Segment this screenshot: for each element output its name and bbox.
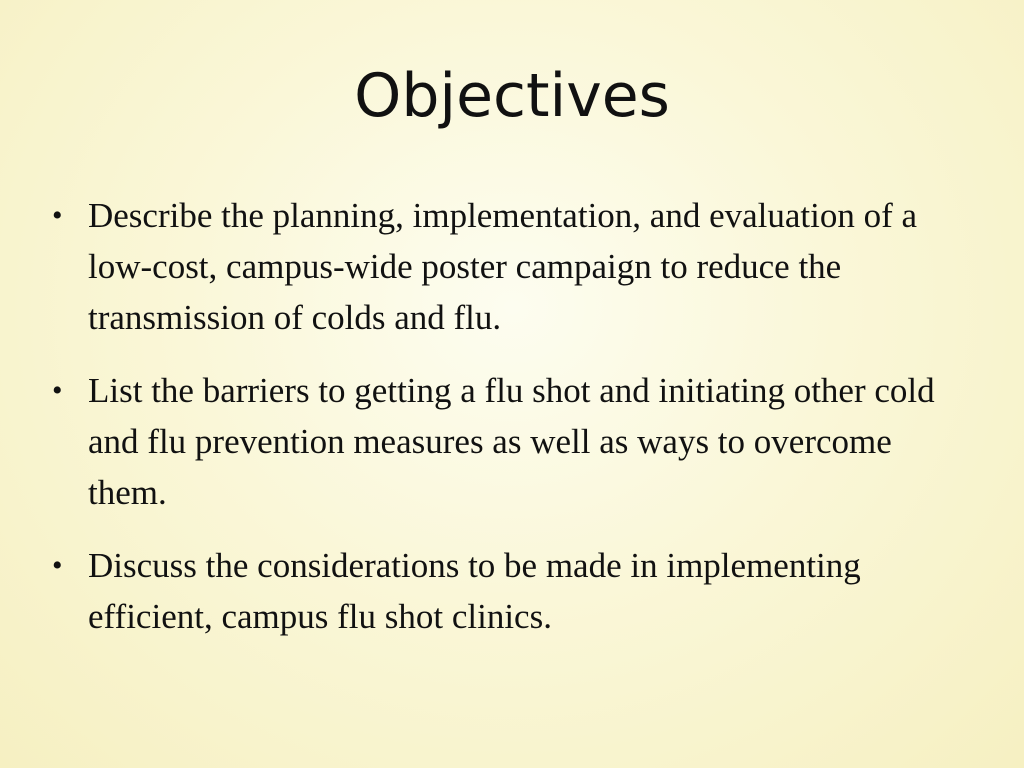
bullet-item xyxy=(48,365,978,518)
slide-title: Objectives xyxy=(354,61,670,131)
bullet-text: Discuss the considerations to be made in implementing efficient, campus flu shot clinics. xyxy=(88,546,861,636)
bullet-item xyxy=(48,190,978,343)
bullet-list xyxy=(48,190,978,664)
bullet-item xyxy=(48,540,978,642)
bullet-icon: • xyxy=(52,549,63,582)
bullet-icon: • xyxy=(52,374,63,407)
bullet-text: Describe the planning, implementation, and evaluation of a low-cost, campus-wide poster campaign to reduce the transmission of colds and flu. xyxy=(88,196,918,337)
bullet-icon: • xyxy=(52,199,63,232)
bullet-text: List the barriers to getting a flu shot and initiating other cold and flu prevention measures as well as ways to overcome them. xyxy=(88,371,935,512)
